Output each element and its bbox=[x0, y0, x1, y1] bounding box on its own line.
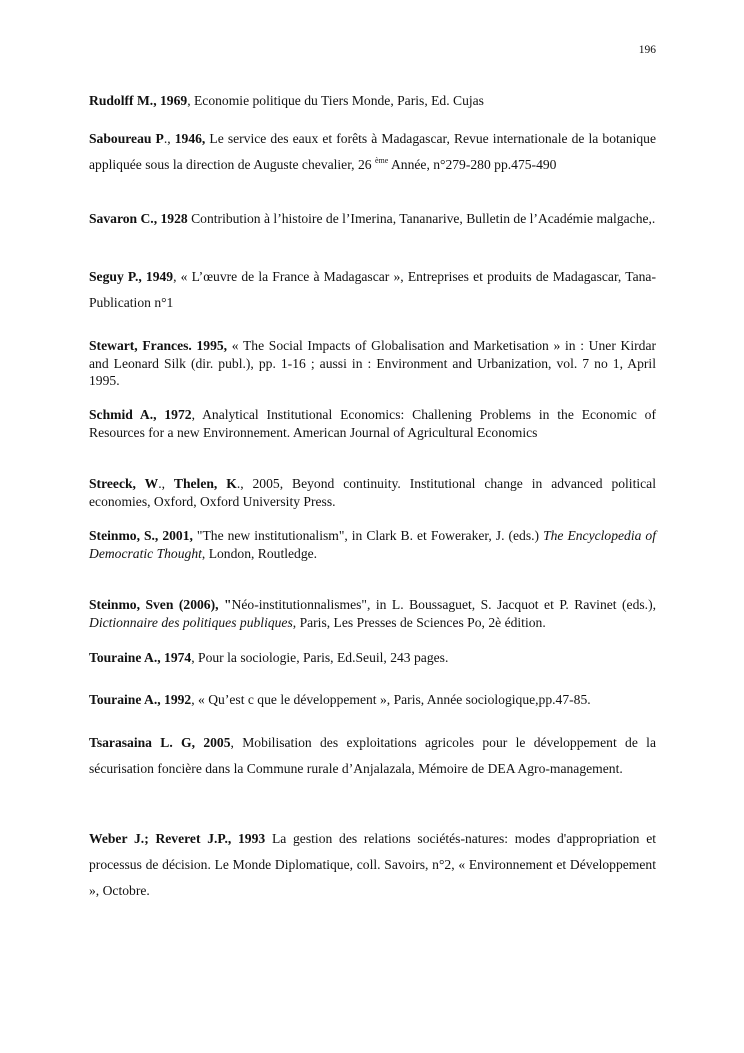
reference-author: Tsarasaina L. G, 2005 bbox=[89, 735, 231, 750]
reference-italic-title: Dictionnaire des politiques publiques bbox=[89, 614, 293, 630]
reference-text: "The new institutionalism", in Clark B. et Foweraker, J. (eds.) bbox=[192, 528, 544, 543]
reference-author: Saboureau P bbox=[89, 131, 164, 146]
reference-author: Touraine A., 1992 bbox=[89, 692, 192, 707]
reference-author: Savaron C., 1928 bbox=[89, 211, 188, 226]
reference-author: Rudolff M., 1969 bbox=[89, 93, 188, 108]
reference-author: Schmid A., 1972 bbox=[89, 407, 192, 422]
reference-year: 1946, bbox=[174, 131, 206, 146]
reference-text: , Mobilisation des exploitations agricoles pour le développement de la sécurisation foncière dans la Commune rurale d’Anjalazala, Mémoire de DEA Agro-management. bbox=[89, 735, 656, 776]
reference-entry bbox=[89, 691, 656, 709]
reference-text: La gestion des relations sociétés-natures: modes d'appropriation et processus de décision. Le Monde Diplomatique, coll. Savoirs, n°2, « Environnement et Développement », Octobre. bbox=[89, 831, 657, 898]
reference-entry bbox=[89, 826, 656, 904]
reference-author: Touraine A., 1974 bbox=[89, 650, 192, 665]
reference-entry bbox=[89, 475, 656, 510]
reference-text: Néo-institutionnalismes", in L. Boussaguet, S. Jacquot et P. Ravinet (eds.), bbox=[231, 597, 656, 612]
reference-separator: ., bbox=[163, 131, 175, 146]
reference-entry bbox=[89, 264, 656, 316]
reference-entry bbox=[89, 88, 656, 114]
reference-author-second: Thelen, K bbox=[173, 476, 237, 491]
reference-entry bbox=[89, 337, 656, 390]
reference-superscript: ème bbox=[374, 156, 389, 165]
page-number: 196 bbox=[638, 44, 656, 56]
reference-text: , Pour la sociologie, Paris, Ed.Seuil, 243 pages. bbox=[191, 650, 449, 665]
reference-text: Le service des eaux et forêts à Madagascar, Revue internationale de la botanique appliquée sous la direction de Auguste chevalier, 26 bbox=[89, 131, 657, 172]
reference-author: Steinmo, Sven (2006), " bbox=[89, 597, 232, 612]
reference-separator: ., bbox=[158, 476, 174, 491]
reference-author: Steinmo, S., 2001, bbox=[89, 528, 193, 543]
reference-text: « The Social Impacts of Globalisation and Marketisation » in : Uner Kirdar and Leonard Silk (dir. publ.), pp. 1-16 ; aussi in : Environment and Urbanization, vol. 7 no 1, April 1995. bbox=[89, 338, 656, 388]
reference-author: Seguy P., 1949 bbox=[89, 269, 174, 284]
reference-entry bbox=[89, 596, 656, 631]
reference-entry bbox=[89, 126, 656, 178]
reference-text: , Analytical Institutional Economics: Challening Problems in the Economic of Resources for a new Environnement. American Journal of Agricultural Economics bbox=[89, 407, 656, 440]
reference-text-continued: , London, Routledge. bbox=[201, 545, 318, 561]
reference-text: ., 2005, Beyond continuity. Institutional change in advanced political economies, Oxford, Oxford University Press. bbox=[89, 476, 656, 509]
reference-text: Contribution à l’histoire de l’Imerina, Tananarive, Bulletin de l’Académie malgache,. bbox=[187, 211, 656, 226]
reference-text-continued: Année, n°279-280 pp.475-490 bbox=[388, 157, 557, 172]
reference-text: , Economie politique du Tiers Monde, Paris, Ed. Cujas bbox=[187, 93, 484, 108]
reference-entry bbox=[89, 406, 656, 441]
reference-author: Stewart, Frances. 1995, bbox=[89, 338, 228, 353]
reference-text-continued: , Paris, Les Presses de Sciences Po, 2è édition. bbox=[292, 614, 546, 630]
reference-entry bbox=[89, 730, 656, 782]
reference-author: Streeck, W bbox=[89, 476, 159, 491]
reference-entry bbox=[89, 649, 656, 667]
reference-entry bbox=[89, 206, 656, 232]
reference-entry bbox=[89, 527, 656, 562]
reference-text: , « Qu’est c que le développement », Paris, Année sociologique,pp.47-85. bbox=[191, 692, 591, 707]
reference-author: Weber J.; Reveret J.P., 1993 bbox=[89, 831, 266, 846]
reference-text: , « L’œuvre de la France à Madagascar », Entreprises et produits de Madagascar, Tana-Publication n°1 bbox=[89, 269, 656, 310]
reference-italic-title: The Encyclopedia of Democratic Thought bbox=[89, 528, 656, 561]
